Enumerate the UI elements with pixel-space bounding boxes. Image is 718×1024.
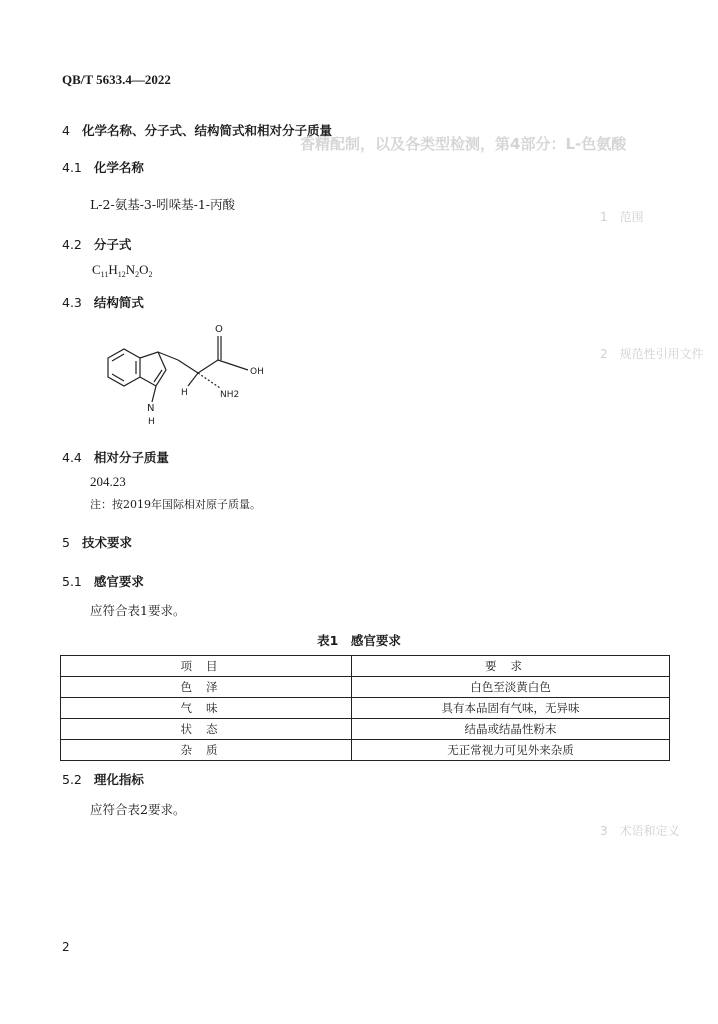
table-cell: 气味 xyxy=(61,698,352,719)
table-cell: 结晶或结晶性粉末 xyxy=(352,719,670,740)
table-row xyxy=(61,719,670,740)
section-number: 5.1 xyxy=(62,574,82,589)
section-title: 感官要求 xyxy=(93,574,144,589)
section-number: 4.1 xyxy=(62,160,82,175)
table-1-title: 表1 感官要求 xyxy=(317,633,401,648)
table-cell: 无正常视力可见外来杂质 xyxy=(352,740,670,761)
chemical-name: L-2-氨基-3-吲哚基-1-丙酸 xyxy=(90,197,236,212)
section-4-heading xyxy=(62,121,332,139)
section-title: 分子式 xyxy=(93,237,132,252)
page-number: 2 xyxy=(62,940,70,954)
table-cell: 具有本品固有气味，无异味 xyxy=(352,698,670,719)
section-number: 4.4 xyxy=(62,450,82,465)
section-title: 相对分子质量 xyxy=(93,450,169,465)
sensory-requirements-table xyxy=(60,655,670,761)
show-through-title: 香精配制，以及各类型检测，第4部分：L-色氨酸 xyxy=(300,135,627,153)
table-header-cell: 要求 xyxy=(352,656,670,677)
table-row xyxy=(61,677,670,698)
table-header-row xyxy=(61,656,670,677)
amino-label: NH2 xyxy=(220,390,240,400)
table-row xyxy=(61,740,670,761)
ring-nitrogen-label: N xyxy=(147,403,155,414)
section-5-1-text: 应符合表1要求。 xyxy=(90,603,186,618)
hydrogen-label: H xyxy=(181,388,188,398)
table-cell: 杂质 xyxy=(61,740,352,761)
section-4-4-heading xyxy=(62,448,169,466)
section-number: 4 xyxy=(62,123,70,138)
section-number: 4.2 xyxy=(62,237,82,252)
section-5-1-heading xyxy=(62,572,144,590)
table-row xyxy=(61,698,670,719)
section-title: 结构简式 xyxy=(93,295,144,310)
table-cell: 色泽 xyxy=(61,677,352,698)
table-cell: 状态 xyxy=(61,719,352,740)
show-through-line: 3 术语和定义 xyxy=(600,824,680,838)
section-5-2-text: 应符合表2要求。 xyxy=(90,802,186,817)
section-title: 技术要求 xyxy=(81,535,132,550)
section-title: 化学名称 xyxy=(93,160,144,175)
section-title: 理化指标 xyxy=(93,772,144,787)
section-5-2-heading xyxy=(62,770,144,788)
section-number: 4.3 xyxy=(62,295,82,310)
structural-formula xyxy=(90,318,290,438)
section-4-2-heading xyxy=(62,235,131,253)
show-through-line: 2 规范性引用文件 xyxy=(600,347,704,361)
pyrrole-ring xyxy=(140,352,166,386)
section-4-1-heading xyxy=(62,158,144,176)
section-title: 化学名称、分子式、结构简式和相对分子质量 xyxy=(81,123,332,138)
section-number: 5.2 xyxy=(62,772,82,787)
table-cell: 白色至淡黄白色 xyxy=(352,677,670,698)
show-through-line: 1 范围 xyxy=(600,210,644,224)
standard-code: QB/T 5633.4—2022 xyxy=(62,72,171,87)
molecular-weight-note: 注：按2019年国际相对原子质量。 xyxy=(90,498,261,511)
section-number: 5 xyxy=(62,535,70,550)
section-4-3-heading xyxy=(62,293,144,311)
hydroxyl-label: OH xyxy=(250,367,264,377)
table-header-cell: 项目 xyxy=(61,656,352,677)
molecular-weight-value: 204.23 xyxy=(90,474,126,489)
oxygen-label: O xyxy=(215,324,223,335)
ring-hydrogen-label: H xyxy=(148,417,155,427)
section-5-heading xyxy=(62,533,132,551)
molecular-formula: $C_{11}H_{12}N_2O_2$ xyxy=(92,262,153,279)
